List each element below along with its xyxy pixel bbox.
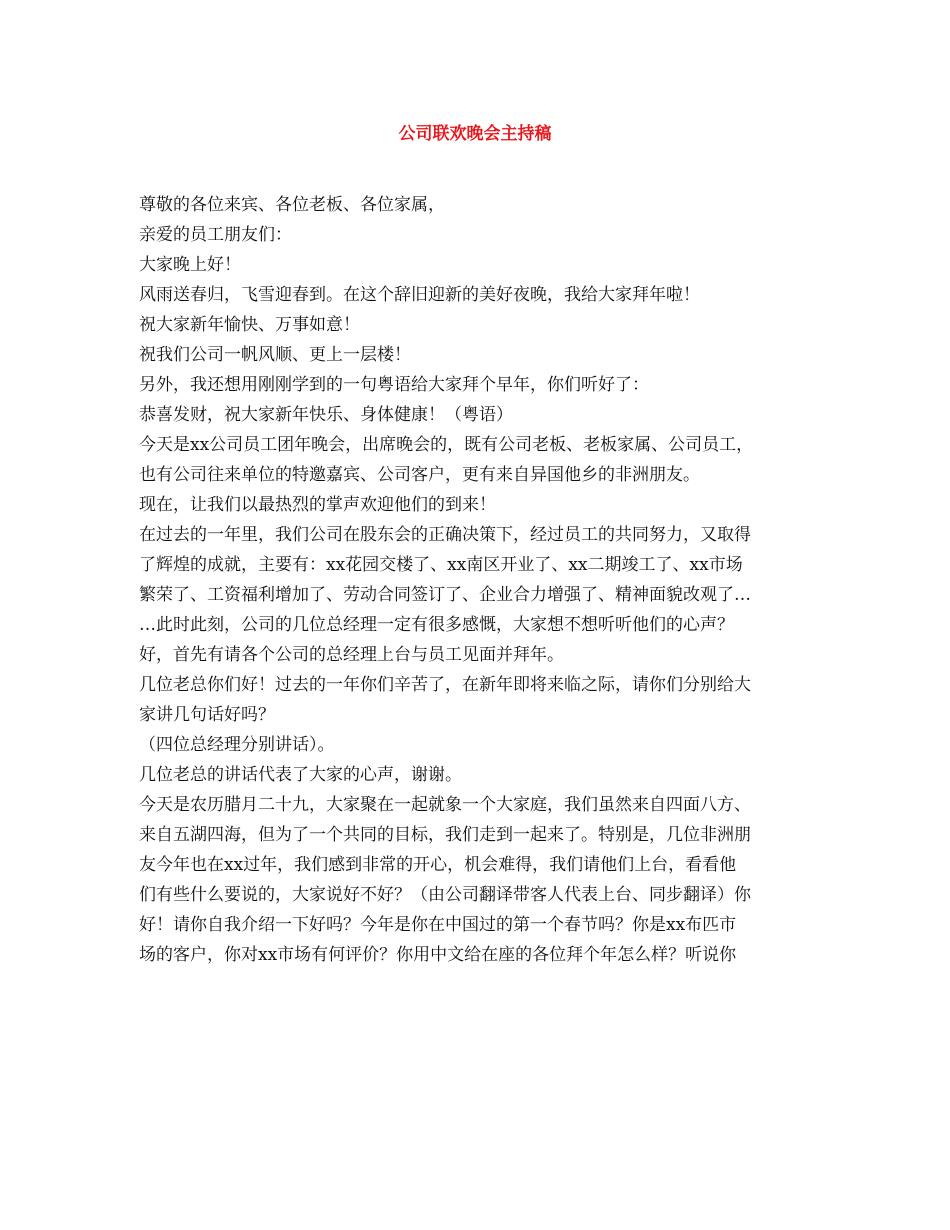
document-body [139, 190, 829, 970]
text-line: 好，首先有请各个公司的总经理上台与员工见面并拜年。 [139, 645, 564, 665]
text-line: 大家晚上好！ [139, 255, 241, 275]
text-line: 们有些什么要说的，大家说好不好？（由公司翻译带客人代表上台、同步翻译）你 [139, 885, 751, 905]
text-line: 也有公司往来单位的特邀嘉宾、公司客户，更有来自异国他乡的非洲朋友。 [139, 465, 700, 485]
text-line: 了辉煌的成就，主要有：xx花园交楼了、xx南区开业了、xx二期竣工了、xx市场 [139, 555, 743, 575]
text-line: 繁荣了、工资福利增加了、劳动合同签订了、企业合力增强了、精神面貌改观了… [139, 585, 751, 605]
text-line: 好！请你自我介绍一下好吗？今年是你在中国过的第一个春节吗？你是xx布匹市 [139, 915, 737, 935]
text-line: 祝我们公司一帆风顺、更上一层楼！ [139, 345, 411, 365]
text-line: 友今年也在xx过年，我们感到非常的开心，机会难得，我们请他们上台，看看他 [139, 855, 737, 875]
text-line: 在过去的一年里，我们公司在股东会的正确决策下，经过员工的共同努力，又取得 [139, 525, 751, 545]
text-line: 来自五湖四海，但为了一个共同的目标，我们走到一起来了。特别是，几位非洲朋 [139, 825, 751, 845]
text-line: 尊敬的各位来宾、各位老板、各位家属， [139, 195, 445, 215]
text-line: …此时此刻，公司的几位总经理一定有很多感慨，大家想不想听听他们的心声？ [139, 615, 734, 635]
text-line: 另外，我还想用刚刚学到的一句粤语给大家拜个早年，你们听好了： [139, 375, 649, 395]
text-line: 恭喜发财，祝大家新年快乐、身体健康！（粤语） [139, 405, 513, 425]
text-line: 家讲几句话好吗？ [139, 705, 275, 725]
text-line: 风雨送春归，飞雪迎春到。在这个辞旧迎新的美好夜晚，我给大家拜年啦！ [139, 285, 700, 305]
text-line: 几位老总的讲话代表了大家的心声，谢谢。 [139, 765, 462, 785]
text-line: 亲爱的员工朋友们： [139, 225, 292, 245]
text-line: 今天是农历腊月二十九，大家聚在一起就象一个大家庭，我们虽然来自四面八方、 [139, 795, 751, 815]
text-line: 现在，让我们以最热烈的掌声欢迎他们的到来！ [139, 495, 496, 515]
document-title: 公司联欢晚会主持稿 [398, 124, 552, 144]
text-line: 今天是xx公司员工团年晚会，出席晚会的，既有公司老板、老板家属、公司员工， [139, 435, 754, 455]
text-line: （四位总经理分别讲话）。 [139, 735, 335, 755]
text-line: 场的客户，你对xx市场有何评价？你用中文给在座的各位拜个年怎么样？听说你 [139, 945, 737, 965]
text-line: 祝大家新年愉快、万事如意！ [139, 315, 360, 335]
text-line: 几位老总你们好！过去的一年你们辛苦了，在新年即将来临之际，请你们分别给大 [139, 675, 751, 695]
